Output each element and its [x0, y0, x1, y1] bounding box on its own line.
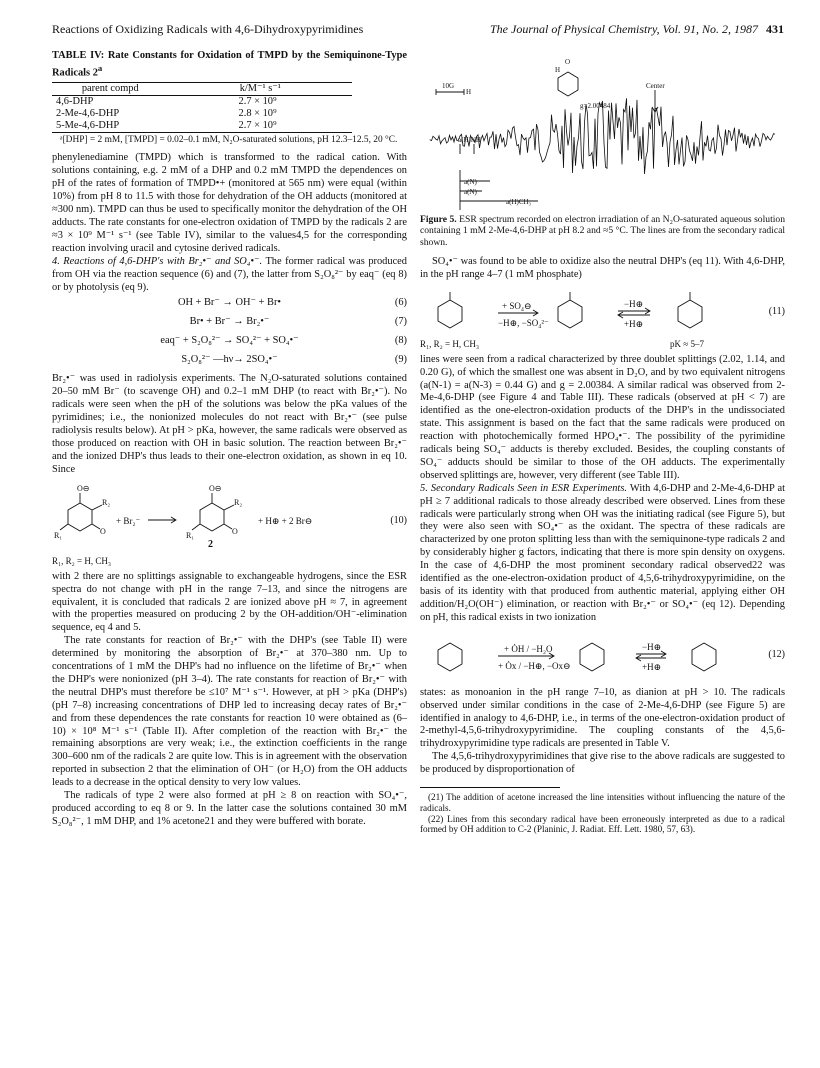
section-heading: 5. Secondary Radicals Seen in ESR Experiments. [420, 482, 627, 494]
svg-text:R₂: R₂ [234, 497, 243, 507]
paragraph: SO₄•⁻ was found to be able to oxidize also the neutral DHP's (eq 11). With 4,6-DHP, in the pH range 4–7 (1 mM phosphate) [420, 255, 785, 280]
paragraph: phenylenediamine (TMPD) which is transformed to the radical cation. With solutions containing, e.g. 2 mM of a DHP and 0.2 mM TMPD the dependences on pH of the rates of formation of TMPD•+ (monitored at 565 nm) were equal (within 10%) from pH 8 to 11.5 with those for dehydration of the OH adducts (monitored at ≈300 nm). TMPD can thus be used to specifically monitor the dehydration of the OH adducts. The rate constants for one-electron oxidation of TMPD by the radicals 2 are ≈3 × 10⁹ M⁻¹ s⁻¹ (see Table IV), similar to the values4,5 for the corresponding reaction involving uracil and cytosine derived radicals. [52, 152, 407, 254]
eq10-reagent: + Br₂⁻ [116, 515, 141, 526]
equation-11-scheme [420, 286, 785, 350]
g-factor-label: g=2.00484 [580, 102, 611, 110]
table-cell: 2-Me-4,6-DHP [56, 108, 120, 120]
footnote-21: (21) The addition of acetone increased the line intensities without influencing the nature of the radicals. [420, 792, 785, 813]
header-title: Reactions of Oxidizing Radicals with 4,6-Dihydroxypyrimidines [52, 22, 364, 36]
equation-8 [52, 335, 407, 354]
table4-footnote: ᵃ[DHP] = 2 mM, [TMPD] = 0.02–0.1 mM, N₂O-saturated solutions, pH 12.3–12.5, 20 °C. [60, 135, 398, 146]
equation-number: (9) [394, 354, 407, 366]
table4 [52, 82, 352, 133]
table-cell: 2.8 × 10⁹ [238, 108, 277, 120]
table-row [52, 96, 352, 109]
splitting-label: a(H)CH₃ [506, 198, 531, 206]
equation-text: S₂O₈²⁻ —hν→ 2SO₄•⁻ [181, 354, 278, 366]
section-heading: 4. Reactions of 4,6-DHP's with Br₂•⁻ and SO₄•⁻. [52, 255, 263, 267]
left-column [52, 50, 407, 829]
paragraph-text: The former radical was produced from OH via the reaction sequence (6) and (7), the latter from S₂O₈²⁻ by eaq⁻ (eq 8) or by photolysis (eq 9). [52, 255, 407, 293]
equation-12-scheme [420, 629, 785, 683]
center-label: Center [646, 82, 665, 90]
figure5 [420, 50, 785, 210]
svg-text:O⊖: O⊖ [209, 483, 222, 493]
eq11-reagent: + SO₄⊖ [502, 300, 532, 311]
eq12-reagent: + ȮH / −H₂O [504, 643, 553, 654]
equation-number: (6) [394, 297, 407, 309]
table-cell: 4,6-DHP [56, 96, 94, 108]
svg-text:O: O [100, 526, 106, 536]
pyrimidine-ring [200, 503, 224, 531]
radical-structure [558, 72, 578, 96]
svg-text:R₁: R₁ [186, 530, 195, 540]
paragraph: with 2 there are no splittings assignable to exchangeable hydrogens, since the ESR spectra do not change with pH in the range 7–13, and since the nitrogens are equivalent, it is concluded that radicals 2 are ionized above pH ≈ 7, in agreement with the properties measured on producing 2 by the OH-addition/OH⁻-elimination sequence, eq 4 and 5. [52, 570, 407, 634]
substituent-note: R₁, R₂ = H, CH₃ [52, 555, 111, 566]
structure-atom: O [565, 58, 571, 66]
figure5-caption [420, 214, 785, 248]
footnote-22: (22) Lines from this secondary radical have been erroneously interpreted as due to a radical formed by OH addition to C-2 (Planinic, J. Radiat. Eff. Lett. 1980, 57, 63). [420, 813, 785, 835]
table4-title-text: TABLE IV: Rate Constants for Oxidation of TMPD by the Semiquinone-Type Radicals 2 [52, 50, 407, 79]
equation-7 [52, 316, 407, 335]
paragraph: The radicals of type 2 were also formed at pH ≥ 8 on reaction with SO₄•⁻, produced according to eq 8 or 9. In the latter case the solutions contained 30 mM S₂O₈²⁻, 1 mM DHP, and 1% acetone21 and they were buffered with borate. [52, 790, 407, 827]
table4-title-note: a [97, 63, 103, 73]
table4-title [52, 50, 407, 79]
paragraph: The rate constants for reaction of Br₂•⁻ with the DHP's (see Table II) were determined by monitoring the absorption of Br₂•⁻ at 370–380 nm. Up to concentrations of 1 mM the DHP's had no influence on the lifetime of Br₂•⁻ when the DHP's were nonionized (pH 3–4). The rate constants for reaction of Br₂•⁻ with the neutral DHP's must therefore be ≤10⁷ M⁻¹ s⁻¹. However, at pH > pKa (DHP's) (pH 7–8) increasing concentrations of DHP led to increasing decay rates of Br₂•⁻ and from these dependences the rate constants for reaction 10 were obtained as (6–10) × 10⁸ M⁻¹ s⁻¹ (Table II). After completion of the reaction with Br₂•⁻ the remaining absorptions are very weak; i.e., the extinction coefficients in the range 300–600 nm of the radicals 2 are quite low. This is in agreement with the observation reported in subsection 2 that the elimination of OH⁻ (or H₂O) from the OH adducts leads to a decrease in the optical density to very low values. [52, 635, 407, 789]
caption-text: ESR spectrum recorded on electron irradiation of an N₂O-saturated aqueous solution containing 1 mM 2-Me-4,6-DHP at pH 8.2 and ≈5 °C. The lines are from the secondary radical shown. [420, 214, 785, 248]
paragraph: lines were seen from a radical characterized by three doublet splittings (2.02, 1.14, and 0.20 G), of which the smallest one was absent in D₂O, and by two equivalent nitrogens (a(N-1) = a(N-3) = 0.44 G) and g = 2.00384. A similar radical was observed from 2-Me-4,6-DHP (see Figure 4 and Table III). These radicals (observed at pH < 7) are identified as the one-electron-oxidation products of the DHP's in the undissociated state. This assignment is based on the fact that the same radicals were produced on reaction with photochemically formed HPO₄•⁻. The possibility of the pyrimidine radicals being SO₄⁻ adducts is thereby excluded. Besides, the coupling constants of SO₄⁻ adducts should be similar to those of the OH adducts. The experimentally observed splittings are, however, very different (see Table III). [420, 353, 785, 481]
table-row [52, 108, 352, 120]
substituent-note: R₁, R₂ = H, CH₃ [420, 338, 479, 349]
equation-10-scheme [52, 481, 407, 567]
svg-text:O⊖: O⊖ [77, 483, 90, 493]
table4-col2: k/M⁻¹ s⁻¹ [169, 83, 352, 96]
footnote-rule [420, 787, 560, 788]
table-cell: 2.7 × 10⁹ [238, 96, 277, 108]
eq10-products: + H⊕ + 2 Br⊖ [258, 515, 313, 526]
splitting-label: a(H)NH [458, 136, 481, 144]
page-number: 431 [766, 22, 784, 36]
equation-number: (11) [768, 305, 785, 317]
table-cell: 2.7 × 10⁹ [169, 120, 352, 133]
table4-col1: parent compd [52, 83, 169, 96]
reaction-scheme-12 [420, 629, 785, 683]
paragraph-text: With 4,6-DHP and 2-Me-4,6-DHP at pH ≥ 7 additional radicals to those already described were observed. Lines from these radicals were particularly strong when OH was the initiating radical (see Figure 5), but they were also seen with SO₄•⁻ as the oxidant. The spectra of these radicals are characterized by one proton splitting less than with the semiquinone-type radicals 2 and by considerably higher g factors, indicating that there is more spin density on oxygens. In the case of 4,6-DHP the most prominent secondary radical observed22 was identified as the one-electron-oxidation product of 4,5,6-trihydroxypyrimidine, on the basis of its identity with that produced from authentic material, applying either OH addition/H₂O(OH⁻) elimination, or reaction with Br₂•⁻ or SO₄•⁻ (eq 12). Depending on pH, this radical exists in two ionization [420, 482, 785, 623]
structure-atom: H [555, 66, 561, 74]
eq11-forward: −H⊕ [624, 298, 644, 309]
equation-number: (8) [394, 335, 407, 347]
scale-bar-label: 10G [442, 82, 455, 90]
eq11-reverse: +H⊕ [624, 318, 644, 329]
equation-text: Br• + Br⁻ → Br₂•⁻ [189, 316, 270, 328]
svg-text:R₁: R₁ [54, 530, 63, 540]
running-header [52, 22, 784, 38]
eq12-forward: −H⊕ [642, 641, 662, 652]
paragraph: states: as monoanion in the pH range 7–10, as dianion at pH > 10. The radicals observed under similar conditions in the case of 2-Me-4,6-DHP (see Figure 5) are identified in analogy to 4,6-DHP, i.e., in terms of the one-electron-oxidation product of 2-methyl-4,5,6-trihydroxypyrimidine. The coupling constants of the 4,5,6-trihydroxypyrimidine type radicals are presented in Table V. [420, 686, 785, 750]
svg-text:O: O [232, 526, 238, 536]
splitting-label: a(N) [464, 178, 477, 186]
equation-6 [52, 297, 407, 316]
equation-number: (10) [390, 514, 407, 526]
splitting-label: a(N) [464, 188, 477, 196]
table4-header [52, 83, 352, 96]
radical-label: 2 [208, 538, 213, 550]
header-journal [490, 22, 784, 37]
equation-text: OH + Br⁻ → OH⁻ + Br• [177, 297, 282, 309]
table-row [52, 120, 352, 133]
equation-9 [52, 354, 407, 373]
table-cell: 5-Me-4,6-DHP [52, 120, 169, 133]
caption-label: Figure 5. [420, 214, 457, 225]
eq11-byproduct: −H⊕, −SO₄²⁻ [498, 317, 549, 328]
equation-number: (7) [394, 316, 407, 328]
journal-citation: The Journal of Physical Chemistry, Vol. 91, No. 2, 1987 [490, 22, 758, 36]
paragraph: Br₂•⁻ was used in radiolysis experiments. The N₂O-saturated solutions contained 20–50 mM Br⁻ (to scavenge OH) and 0.2–1 mM DHP (to react with Br₂•⁻). No radicals were seen when the pH of the solutions was below the pKa values of the pyrimidines; i.e., the nonionized molecules do not react with Br₂•⁻ (see pulse radiolysis results below). At pH > pKa, however, the same radicals were observed as those produced on reaction with OH in basic solution. The reaction between Br₂•⁻ and the ionized DHP's thus leads to their one-electron oxidation, as shown in eq 10. Since [52, 373, 407, 475]
eq12-alternative: + Ȯx / −H⊕, −Ox⊖ [498, 660, 571, 671]
eq12-reverse: +H⊕ [642, 661, 662, 672]
equation-text: eaq⁻ + S₂O₈²⁻ → SO₄²⁻ + SO₄•⁻ [160, 335, 299, 347]
svg-text:R₂: R₂ [102, 497, 111, 507]
equation-number: (12) [768, 648, 785, 660]
paragraph: The 4,5,6-trihydroxypyrimidines that give rise to the above radicals are suggested to be produced by disproportionation of [420, 751, 785, 776]
field-label: H [466, 88, 472, 96]
pk-note: pK ≈ 5–7 [670, 338, 704, 349]
right-column [420, 50, 785, 835]
pyrimidine-ring [68, 503, 92, 531]
